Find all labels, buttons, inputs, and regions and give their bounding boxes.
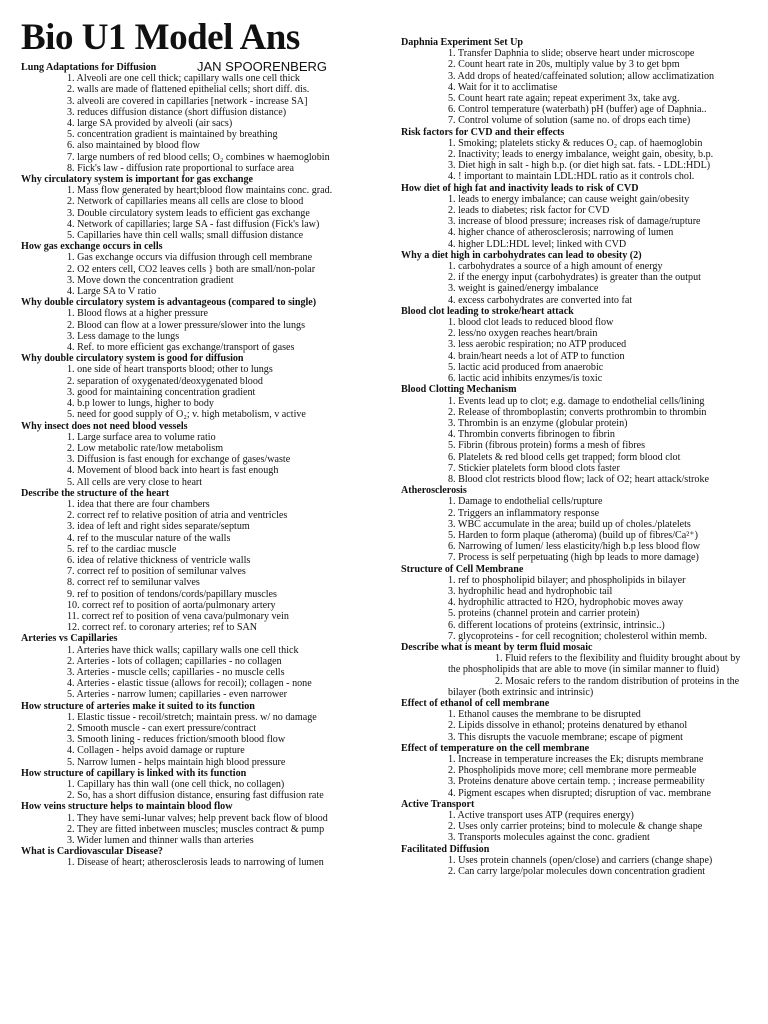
- section-how-structure-of-capillary-is-linked-wit: [21, 768, 373, 802]
- list-item: 2. Arteries - lots of collagen; capillaries - no collagen: [67, 655, 282, 667]
- list-item: 3. Smooth lining - reduces friction/smooth blood flow: [67, 734, 286, 746]
- list-item: 7. correct ref to position of semilunar valves: [67, 566, 246, 578]
- list-item: 4. ref to the muscular nature of the walls: [67, 532, 231, 544]
- list-item: 8. correct ref to semilunar valves: [67, 577, 200, 589]
- list-item: 2. Release of thromboplastin; converts prothrombin to thrombin: [448, 406, 707, 418]
- list-item: 7. glycoproteins - for cell recognition; cholesterol within memb.: [448, 630, 708, 642]
- list-item: 5. concentration gradient is maintained by breathing: [67, 129, 278, 141]
- list-item: 1. Alveoli are one cell thick; capillary walls one cell thick: [67, 73, 300, 85]
- list-item: 3. reduces diffusion distance (short diffusion distance): [67, 106, 287, 118]
- list-item: 4. ! important to maintain LDL:HDL ratio as it controls chol.: [448, 171, 695, 183]
- section-structure-of-cell-membrane: [401, 564, 751, 642]
- section-describe-what-is-meant-by-term-fluid-mos: [401, 642, 751, 698]
- section-why-a-diet-high-in-carbohydrates-can-lea: [401, 250, 751, 306]
- list-item: 4. Large SA to V ratio: [67, 286, 157, 298]
- section-heading: Atherosclerosis: [401, 485, 467, 497]
- list-item: 2. So, has a short diffusion distance, ensuring fast diffusion rate: [67, 790, 324, 802]
- list-item: 2. walls are made of flattened epithelial cells; short diff. dis.: [67, 84, 310, 96]
- list-item: 5. proteins (channel protein and carrier protein): [448, 608, 640, 620]
- list-item: 2. Count heart rate in 20s, multiply value by 3 to get bpm: [448, 59, 680, 71]
- section-effect-of-temperature-on-the-cell-membra: [401, 743, 751, 799]
- list-item: 5. Harden to form plaque (atheroma) (build up of fibres/Ca²⁺): [448, 529, 698, 541]
- list-item: 2. Inactivity; leads to energy imbalance, weight gain, obesity, b.p.: [448, 149, 714, 161]
- list-item: 6. Narrowing of lumen/ less elasticity/high b.p less blood flow: [448, 541, 701, 553]
- list-item: 2. Phospholipids move more; cell membrane more permeable: [448, 765, 697, 777]
- section-heading: How structure of arteries make it suited to its function: [21, 700, 255, 712]
- list-item: 5. need for good supply of O₂; v. high metabolism, v active: [67, 409, 306, 421]
- section-heading: Describe what is meant by term fluid mosaic: [401, 641, 593, 653]
- list-item: 4. higher chance of atherosclerosis; narrowing of lumen: [448, 227, 674, 239]
- list-item: 1. Arteries have thick walls; capillary walls one cell thick: [67, 644, 299, 656]
- list-item: 6. also maintained by blood flow: [67, 140, 200, 152]
- list-item: 2. less/no oxygen reaches heart/brain: [448, 328, 598, 340]
- list-item: 4. Movement of blood back into heart is fast enough: [67, 465, 279, 477]
- section-heading: Blood Clotting Mechanism: [401, 384, 517, 396]
- list-item: 4. excess carbohydrates are converted into fat: [448, 294, 633, 306]
- list-item: 8. Fick's law - diffusion rate proportional to surface area: [67, 162, 294, 174]
- list-item: 5. Fibrin (fibrous protein) forms a mesh of fibres: [448, 440, 646, 452]
- section-why-double-circulatory-system-is-advanta: [21, 297, 373, 353]
- list-item: 2. Can carry large/polar molecules down concentration gradient: [448, 866, 706, 878]
- section-heading: Blood clot leading to stroke/heart attack: [401, 305, 574, 317]
- list-item: 1. ref to phospholipid bilayer; and phospholipids in bilayer: [448, 574, 686, 586]
- list-item: 7. large numbers of red blood cells; O₂ combines w haemoglobin: [67, 151, 330, 163]
- list-item: 1. Gas exchange occurs via diffusion through cell membrane: [67, 252, 313, 264]
- section-heading: What is Cardiovascular Disease?: [21, 846, 163, 858]
- list-item: 9. ref to position of tendons/cords/papillary muscles: [67, 588, 277, 600]
- list-item: 2. separation of oxygenated/deoxygenated blood: [67, 375, 263, 387]
- list-item: 4. Collagen - helps avoid damage or rupture: [67, 745, 245, 757]
- list-item: 3. weight is gained/energy imbalance: [448, 283, 599, 295]
- list-item: 2. correct ref to relative position of atria and ventricles: [67, 510, 288, 522]
- list-item: 5. Capillaries have thin cell walls; small diffusion distance: [67, 230, 304, 242]
- list-item: 1. Ethanol causes the membrane to be disrupted: [448, 709, 641, 721]
- list-item: 3. Diffusion is fast enough for exchange of gases/waste: [67, 454, 291, 466]
- list-item: 5. lactic acid produced from anaerobic: [448, 361, 604, 373]
- list-item: 1. Blood flows at a higher pressure: [67, 308, 209, 320]
- list-item: 1. Capillary has thin wall (one cell thick, no collagen): [67, 779, 285, 790]
- list-item: 2. if the energy input (carbohydrates) is greater than the output: [448, 272, 701, 284]
- list-item: 6. lactic acid inhibits enzymes/is toxic: [448, 373, 603, 385]
- list-item: 2. leads to diabetes; risk factor for CVD: [448, 205, 610, 217]
- list-item: 1. Large surface area to volume ratio: [67, 431, 216, 443]
- list-item: 5. ref to the cardiac muscle: [67, 543, 177, 555]
- list-item: 1. Disease of heart; atherosclerosis leads to narrowing of lumen: [67, 857, 324, 869]
- section-what-is-cardiovascular-disease: [21, 846, 373, 868]
- list-item: 3. Transports molecules against the conc. gradient: [448, 832, 650, 844]
- list-item: 2. Low metabolic rate/low metabolism: [67, 442, 224, 454]
- list-item: 3. Double circulatory system leads to efficient gas exchange: [67, 207, 310, 219]
- list-item: 3. Arteries - muscle cells; capillaries - no muscle cells: [67, 666, 285, 678]
- section-why-double-circulatory-system-is-good-fo: [21, 353, 373, 420]
- list-item: 1. Active transport uses ATP (requires energy): [448, 810, 634, 822]
- section-blood-clot-leading-to-stroke-heart-attac: [401, 306, 751, 384]
- list-item: 1. leads to energy imbalance; can cause weight gain/obesity: [448, 193, 690, 205]
- list-item: 2. Smooth muscle - can exert pressure/contract: [67, 722, 257, 734]
- list-item: 10. correct ref to position of aorta/pulmonary artery: [67, 599, 276, 611]
- list-item: 4. hydrophilic attracted to H2O, hydrophobic moves away: [448, 597, 684, 609]
- list-item: 1. carbohydrates a source of a high amount of energy: [448, 261, 663, 273]
- list-item: 7. Process is self perpetuating (high bp leads to more damage): [448, 552, 699, 564]
- section-heading: How structure of capillary is linked with its function: [21, 767, 247, 779]
- list-item: 4. Wait for it to acclimatise: [448, 81, 558, 93]
- list-item: 3. Wider lumen and thinner walls than arteries: [67, 835, 254, 847]
- list-item: 4. Thrombin converts fibrinogen to fibrin: [448, 429, 615, 441]
- list-item: 4. Ref. to more efficient gas exchange/transport of gases: [67, 342, 295, 354]
- list-item: 2. Triggers an inflammatory response: [448, 507, 600, 519]
- list-item: 3. This disrupts the vacuole membrane; escape of pigment: [448, 731, 683, 743]
- list-item: 1. Increase in temperature increases the Ek; disrupts membrane: [448, 754, 704, 765]
- section-heading: How gas exchange occurs in cells: [21, 241, 163, 253]
- section-risk-factors-for-cvd-and-their-effects: [401, 127, 751, 183]
- section-heading: How diet of high fat and inactivity leads to risk of CVD: [401, 182, 639, 194]
- list-item: 1. one side of heart transports blood; other to lungs: [67, 364, 273, 376]
- list-item: 3. alveoli are covered in capillaries [network - increase SA]: [67, 95, 308, 107]
- paragraph-item: 2. Mosaic refers to the random distribution of proteins in the bilayer (both extrinsic and intrinsic): [448, 675, 740, 698]
- section-how-structure-of-arteries-make-it-suited: [21, 701, 373, 768]
- list-item: 2. Blood can flow at a lower pressure/slower into the lungs: [67, 319, 305, 331]
- section-heading: Risk factors for CVD and their effects: [401, 126, 565, 138]
- section-heading: Structure of Cell Membrane: [401, 563, 524, 575]
- list-item: 2. Uses only carrier proteins; bind to molecule & change shape: [448, 821, 703, 833]
- list-item: 1. Elastic tissue - recoil/stretch; maintain press. w/ no damage: [67, 711, 317, 723]
- list-item: 1. They have semi-lunar valves; help prevent back flow of blood: [67, 812, 328, 824]
- list-item: 2. O2 enters cell, CO2 leaves cells } both are small/non-polar: [67, 263, 316, 275]
- section-heading: Why insect does not need blood vessels: [21, 420, 188, 432]
- author-name: JAN SPOORENBERG: [197, 59, 328, 74]
- list-item: 3. Add drops of heated/caffeinated solution; allow acclimatization: [448, 70, 715, 82]
- list-item: 3. idea of left and right sides separate/septum: [67, 521, 250, 533]
- section-heading: Why a diet high in carbohydrates can lead to obesity (2): [401, 249, 642, 261]
- section-how-diet-of-high-fat-and-inactivity-lead: [401, 183, 751, 250]
- list-item: 12. correct ref. to coronary arteries; ref to SAN: [67, 622, 258, 634]
- list-item: 6. different locations of proteins (extrinsic, intrinsic..): [448, 619, 665, 631]
- list-item: 3. less aerobic respiration; no ATP produced: [448, 339, 627, 351]
- list-item: 3. Less damage to the lungs: [67, 330, 180, 342]
- list-item: 3. Diet high in salt - high b.p. (or diet high sat. fats. - LDL:HDL): [448, 160, 711, 172]
- list-item: 4. large SA provided by alveoli (air sacs): [67, 118, 233, 130]
- section-how-veins-structure-helps-to-maintain-bl: [21, 801, 373, 846]
- list-item: 6. Platelets & red blood cells get trapped; form blood clot: [448, 451, 681, 463]
- section-heading: Why circulatory system is important for gas exchange: [21, 174, 254, 186]
- list-item: 7. Stickier platelets form blood clots faster: [448, 462, 620, 474]
- list-item: 1. Events lead up to clot; e.g. damage to endothelial cells/lining: [448, 395, 705, 407]
- list-item: 4. Pigment escapes when disrupted; disruption of vac. membrane: [448, 787, 711, 799]
- list-item: 5. Narrow lumen - helps maintain high blood pressure: [67, 756, 286, 768]
- left-sections: [21, 59, 373, 869]
- section-heading: Effect of ethanol of cell membrane: [401, 697, 550, 709]
- right-sections: [401, 37, 751, 877]
- section-why-circulatory-system-is-important-for-: [21, 174, 373, 241]
- list-item: 6. idea of relative thickness of ventricle walls: [67, 554, 251, 566]
- list-item: 1. Transfer Daphnia to slide; observe heart under microscope: [448, 48, 695, 60]
- section-heading: Effect of temperature on the cell membrane: [401, 742, 590, 754]
- section-describe-the-structure-of-the-heart: [21, 488, 373, 634]
- section-heading: Arteries vs Capillaries: [21, 633, 118, 645]
- section-daphnia-experiment-set-up: [401, 37, 751, 127]
- list-item: 1. Smoking; platelets sticky & reduces O₂ cap. of haemoglobin: [448, 137, 703, 149]
- list-item: 2. Lipids dissolve in ethanol; proteins denatured by ethanol: [448, 720, 688, 732]
- section-how-gas-exchange-occurs-in-cells: [21, 241, 373, 297]
- section-heading: Facilitated Diffusion: [401, 843, 490, 855]
- section-arteries-vs-capillaries: [21, 633, 373, 700]
- list-item: 1. blood clot leads to reduced blood flow: [448, 317, 614, 329]
- list-item: 4. Arteries - elastic tissue (allows for recoil); collagen - none: [67, 678, 312, 690]
- list-item: 4. higher LDL:HDL level; linked with CVD: [448, 238, 627, 250]
- left-column: [21, 0, 373, 869]
- section-facilitated-diffusion: [401, 844, 751, 878]
- list-item: 3. increase of blood pressure; increases risk of damage/rupture: [448, 216, 701, 228]
- list-item: 8. Blood clot restricts blood flow; lack of O2; heart attack/stroke: [448, 473, 709, 485]
- section-lung-adaptations-for-diffusion: [21, 59, 373, 174]
- section-heading: Why double circulatory system is advantageous (compared to single): [21, 297, 317, 309]
- section-effect-of-ethanol-of-cell-membrane: [401, 698, 751, 743]
- list-item: 3. hydrophilic head and hydrophobic tail: [448, 585, 613, 597]
- list-item: 4. brain/heart needs a lot of ATP to function: [448, 350, 625, 362]
- list-item: 1. idea that there are four chambers: [67, 498, 210, 510]
- document-title: Bio U1 Model Ans: [21, 17, 300, 58]
- list-item: 3. WBC accumulate in the area; build up of choles./platelets: [448, 518, 691, 530]
- section-blood-clotting-mechanism: [401, 384, 751, 485]
- list-item: 3. Move down the concentration gradient: [67, 274, 234, 286]
- section-heading: Active Transport: [401, 798, 475, 810]
- list-item: 3. Proteins denature above certain temp. ; increase permeability: [448, 776, 705, 788]
- paragraph-item: 1. Fluid refers to the flexibility and fluidity brought about by the phospholipids that are able to move (in similar manner to fluid): [448, 653, 741, 676]
- section-active-transport: [401, 799, 751, 844]
- section-heading: Describe the structure of the heart: [21, 487, 170, 499]
- list-item: 2. Network of capillaries means all cells are close to blood: [67, 196, 304, 208]
- section-heading: Lung Adaptations for Diffusion: [21, 62, 157, 73]
- section-heading: Daphnia Experiment Set Up: [401, 37, 523, 48]
- list-item: 5. Count heart rate again; repeat experiment 3x, take avg.: [448, 93, 680, 105]
- list-item: 1. Mass flow generated by heart;blood flow maintains conc. grad.: [67, 185, 333, 197]
- section-why-insect-does-not-need-blood-vessels: [21, 421, 373, 488]
- list-item: 6. Control temperature (waterbath) pH (buffer) age of Daphnia..: [448, 104, 707, 116]
- list-item: 11. correct ref to position of vena cava/pulmonary vein: [67, 610, 289, 622]
- list-item: 4. Network of capillaries; large SA - fast diffusion (Fick's law): [67, 218, 320, 230]
- section-atherosclerosis: [401, 485, 751, 563]
- list-item: 5. All cells are very close to heart: [67, 476, 203, 488]
- list-item: 1. Damage to endothelial cells/rupture: [448, 496, 603, 508]
- right-column: [401, 0, 751, 877]
- section-heading: Why double circulatory system is good for diffusion: [21, 353, 244, 365]
- list-item: 3. good for maintaining concentration gradient: [67, 386, 256, 398]
- list-item: 5. Arteries - narrow lumen; capillaries - even narrower: [67, 689, 288, 701]
- section-heading: How veins structure helps to maintain blood flow: [21, 801, 233, 813]
- list-item: 1. Uses protein channels (open/close) and carriers (change shape): [448, 854, 713, 866]
- list-item: 7. Control volume of solution (same no. of drops each time): [448, 115, 691, 127]
- list-item: 4. b.p lower to lungs, higher to body: [67, 398, 214, 410]
- list-item: 2. They are fitted inbetween muscles; muscles contract & pump: [67, 823, 325, 835]
- list-item: 3. Thrombin is an enzyme (globular protein): [448, 417, 628, 429]
